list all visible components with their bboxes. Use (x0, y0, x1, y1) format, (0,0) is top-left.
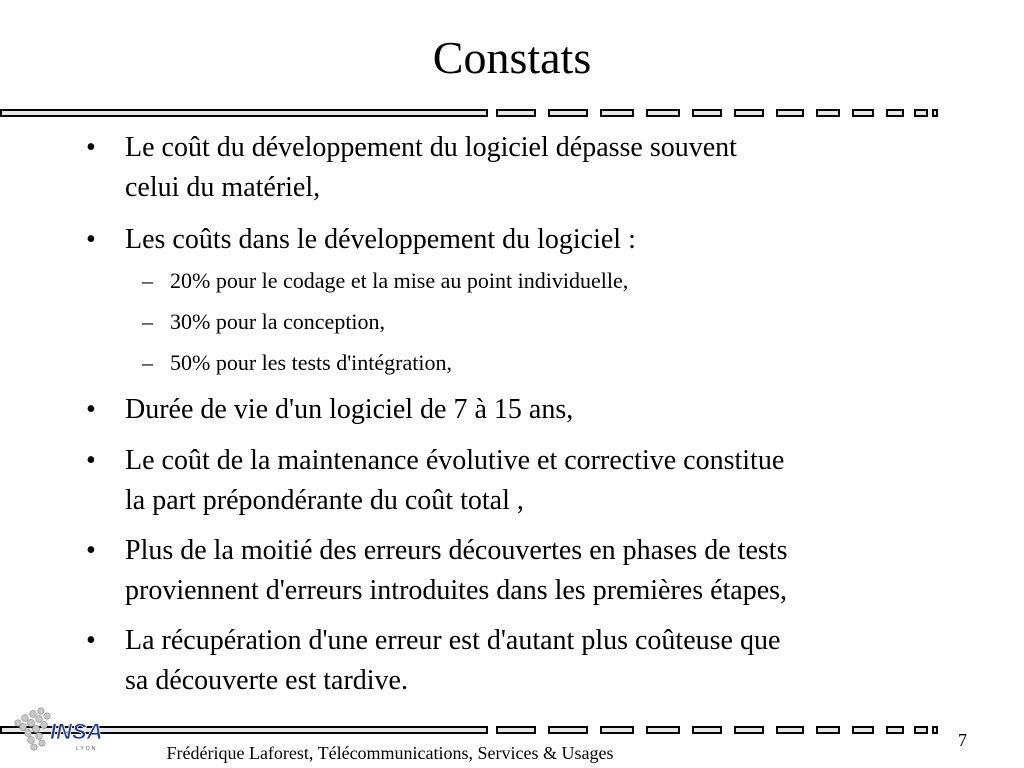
bullet-marker: • (86, 535, 96, 566)
divider-segment (886, 726, 904, 734)
bullet-text: Le coût de la maintenance évolutive et corrective constitue la part prépondérante du coût total , (125, 445, 785, 516)
divider-segment (914, 109, 928, 117)
bullet-marker: • (86, 625, 96, 656)
divider-segment (932, 109, 938, 117)
divider-segment (886, 109, 904, 117)
sub-bullet-marker: – (142, 268, 153, 293)
divider-segment (692, 726, 722, 734)
bottom-divider (0, 726, 940, 736)
bullet-marker: • (86, 132, 96, 163)
bullet-marker: • (86, 394, 96, 425)
divider-segment (776, 109, 804, 117)
divider-segment (734, 726, 764, 734)
divider-segment (816, 726, 840, 734)
sub-bullet-text: 30% pour la conception, (170, 309, 386, 334)
sub-bullet-marker: – (142, 309, 153, 334)
bullet-marker: • (86, 224, 96, 255)
divider-segment (692, 109, 722, 117)
divider-segment (932, 726, 938, 734)
page-number: 7 (958, 730, 967, 750)
divider-segment (548, 726, 588, 734)
divider-segment (600, 109, 634, 117)
divider-segment (548, 109, 588, 117)
sub-bullet-marker: – (142, 350, 153, 375)
bullet-text: Plus de la moitié des erreurs découvertes en phases de tests proviennent d'erreurs introduites dans les premières étapes, (125, 535, 788, 606)
footer-author-text: Frédérique Laforest, Télécommunications, Services & Usages (166, 743, 614, 763)
divider-segment (852, 726, 874, 734)
sub-bullet-text: 50% pour les tests d'intégration, (170, 350, 452, 375)
slide-title: Constats (432, 32, 592, 83)
bullet-text: Durée de vie d'un logiciel de 7 à 15 ans, (125, 394, 574, 425)
divider-segment (496, 109, 536, 117)
bullet-text: Les coûts dans le développement du logiciel : (125, 224, 636, 255)
divider-segment (852, 109, 874, 117)
divider-segment (600, 726, 634, 734)
logo-subtext: LYON (76, 746, 98, 752)
divider-segment (0, 109, 488, 117)
divider-segment (776, 726, 804, 734)
bullet-text: La récupération d'une erreur est d'autant plus coûteuse que sa découverte est tardive. (125, 625, 781, 696)
top-divider (0, 109, 940, 119)
bullet-text: Le coût du développement du logiciel dépasse souvent celui du matériel, (125, 132, 737, 203)
divider-segment (496, 726, 536, 734)
divider-segment (816, 109, 840, 117)
divider-segment (914, 726, 928, 734)
sub-bullet-text: 20% pour le codage et la mise au point individuelle, (170, 268, 629, 293)
divider-segment (734, 109, 764, 117)
divider-segment (646, 109, 680, 117)
logo-text: INSA (50, 719, 103, 744)
divider-segment (646, 726, 680, 734)
bullet-marker: • (86, 445, 96, 476)
